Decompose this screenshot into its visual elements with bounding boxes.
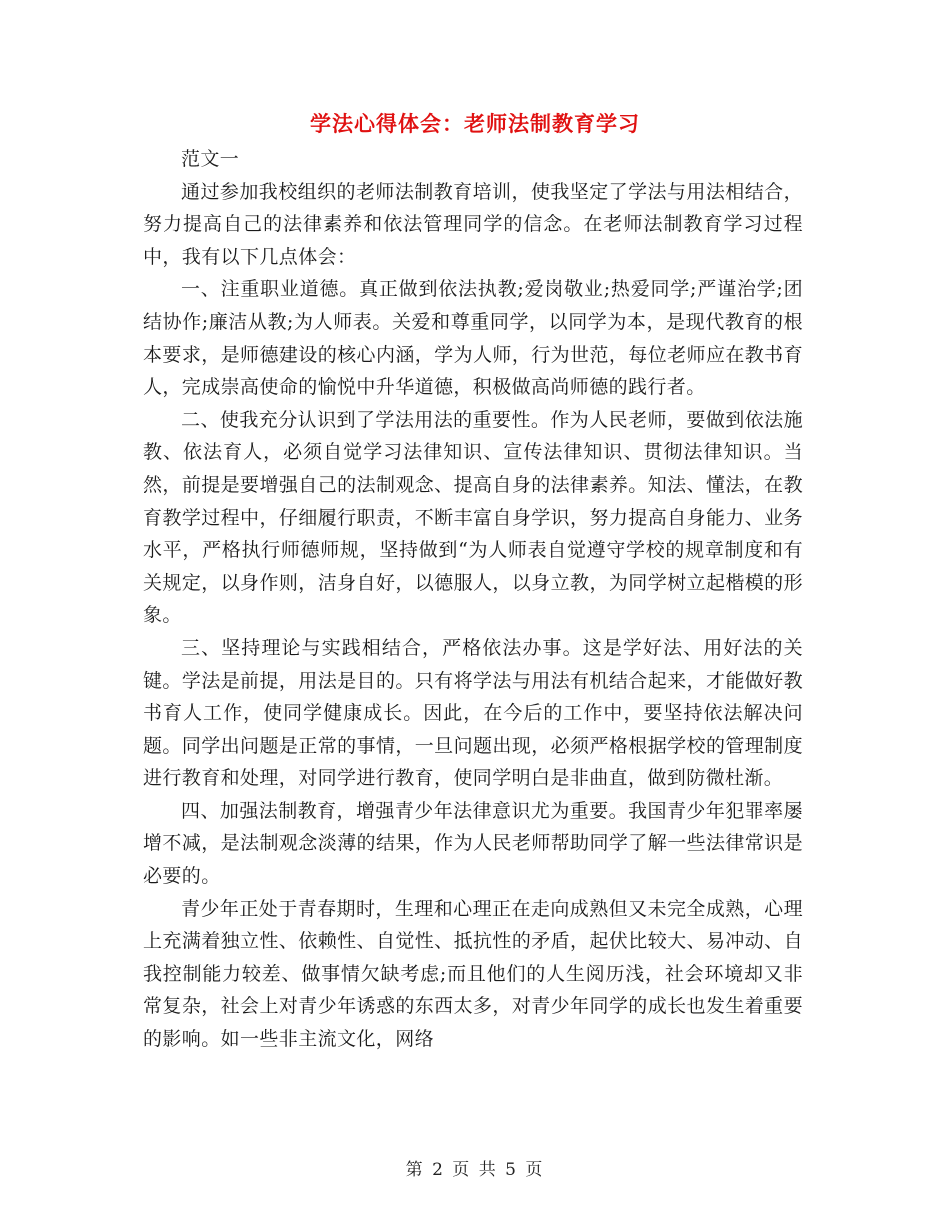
- paragraph-heading: 范文一: [181, 148, 240, 170]
- paragraph-youth: 青少年正处于青春期时，生理和心理正在走向成熟但又未完全成熟，心理上充满着独立性、依赖性、自觉性、抵抗性的矛盾，起伏比较大、易冲动、自我控制能力较差、做事情欠缺考虑;而且他们的人生阅历浅，社会环境却又非常复杂，社会上对青少年诱惑的东西太多，对青少年同学的成长也发生着重要的影响。如一些非主流文化，网络: [143, 897, 803, 1051]
- paragraph-point-2: 二、使我充分认识到了学法用法的重要性。作为人民老师，要做到依法施教、依法育人，必须自觉学习法律知识、宣传法律知识、贯彻法律知识。当然，前提是要增强自己的法制观念、提高自身的法律素养。知法、懂法，在教育教学过程中，仔细履行职责，不断丰富自身学识，努力提高自身能力、业务水平，严格执行师德师规，坚持做到“为人师表自觉遵守学校的规章制度和有关规定，以身作则，洁身自好，以德服人，以身立教，为同学树立起楷模的形象。: [143, 408, 803, 627]
- document-body: [143, 143, 803, 1056]
- paragraph-point-4: 四、加强法制教育，增强青少年法律意识尤为重要。我国青少年犯罪率屡增不减，是法制观念淡薄的结果，作为人民老师帮助同学了解一些法律常识是必要的。: [143, 799, 803, 888]
- page-number-footer: 第 2 页 共 5 页: [405, 1160, 545, 1180]
- paragraph-point-3: 三、坚持理论与实践相结合，严格依法办事。这是学好法、用好法的关键。学法是前提，用法是目的。只有将学法与用法有机结合起来，才能做好教书育人工作，使同学健康成长。因此，在今后的工作中，要坚持依法解决问题。同学出问题是正常的事情，一旦问题出现，必须严格根据学校的管理制度进行教育和处理，对同学进行教育，使同学明白是非曲直，做到防微杜渐。: [143, 636, 803, 790]
- paragraph-point-1: 一、注重职业道德。真正做到依法执教;爱岗敬业;热爱同学;严谨治学;团结协作;廉洁从教;为人师表。关爱和尊重同学，以同学为本，是现代教育的根本要求，是师德建设的核心内涵，学为人师，行为世范，每位老师应在教书育人，完成崇高使命的愉悦中升华道德，积极做高尚师德的践行者。: [143, 278, 803, 399]
- paragraph-intro: 通过参加我校组织的老师法制教育培训，使我坚定了学法与用法相结合，努力提高自己的法律素养和依法管理同学的信念。在老师法制教育学习过程中，我有以下几点体会：: [143, 180, 803, 268]
- document-title: 学法心得体会：老师法制教育学习: [310, 112, 640, 136]
